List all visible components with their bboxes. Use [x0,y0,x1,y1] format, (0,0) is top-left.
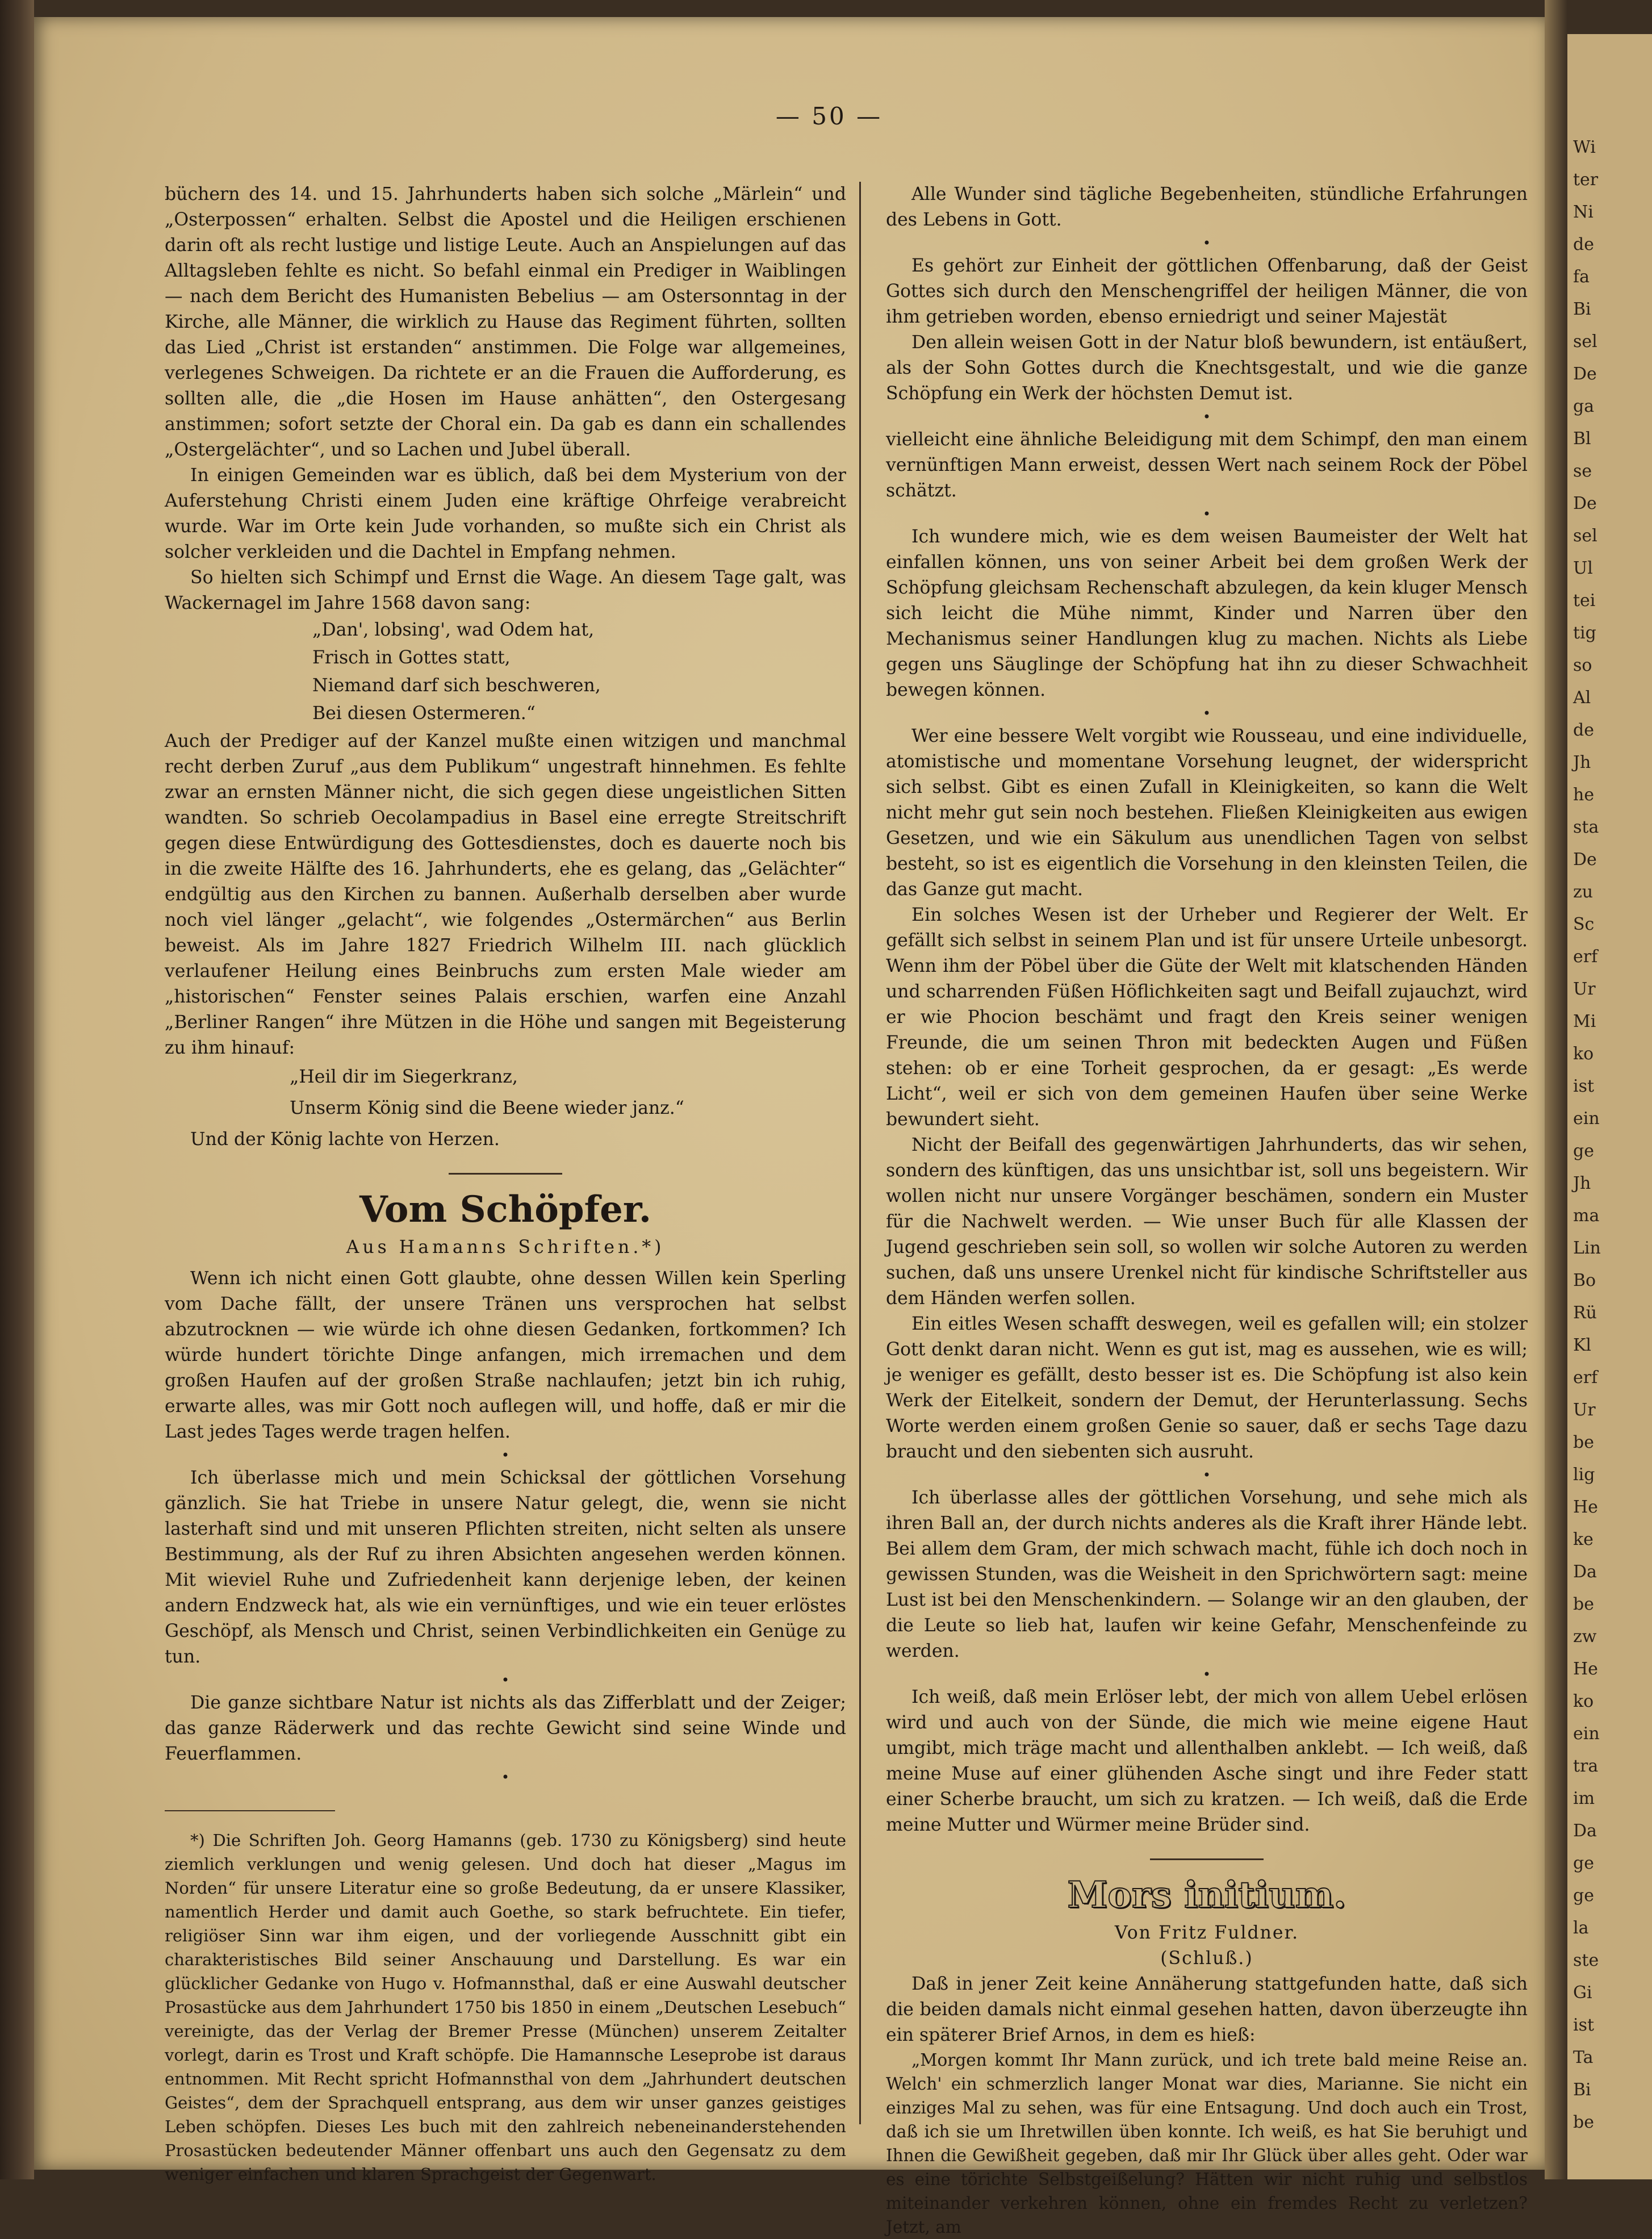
next-page-fragment: Ta [1573,2048,1594,2067]
next-page-fragment: ko [1573,1691,1594,1711]
article-paragraph: Ich weiß, daß mein Erlöser lebt, der mich von allem Uebel erlösen wird und auch von der Sünde, die mich wie meine eigene Haut umgibt, mich träge macht und allenthalben anklebt. — Ich weiß, daß meine Muse auf einer glühenden Asche singt und ihre Feder statt einer Scherbe braucht, um sich zu kratzen. — Ich weiß, daß die Erde meine Mutter und Würmer meine Brüder sind. [886,1687,1528,1835]
next-page-fragment: Wi [1573,137,1596,157]
next-page-fragment: be [1573,1432,1594,1452]
next-page-fragment: Rü [1573,1303,1597,1323]
next-page-fragment: Ni [1573,202,1594,222]
right-column [886,182,1528,2239]
footnote-divider [165,1810,335,1811]
bullet-separator: • [1202,1666,1211,1682]
article-paragraph: Und der König lachte von Herzen. [190,1129,500,1150]
article-paragraph: Die ganze sichtbare Natur ist nichts als das Zifferblatt und der Zeiger; das ganze Räderwerk und das rechte Gewicht sind seine Winde und Feuerflammen. [165,1693,846,1764]
next-page-fragment: la [1573,1918,1589,1938]
article-paragraph: In einigen Gemeinden war es üblich, daß bei dem Mysterium von der Auferstehung Christi einem Juden eine kräftige Ohrfeige verabreicht wurde. War im Orte kein Jude vorhanden, so mußte sich ein Christ als solcher verkleiden und die Dachtel in Empfang nehmen. [165,465,846,562]
next-page-fragment: Da [1573,1562,1597,1582]
next-page-fragment: De [1573,494,1597,513]
next-page-fragment: Sc [1573,914,1595,934]
article-paragraph: Wenn ich nicht einen Gott glaubte, ohne dessen Willen kein Sperling vom Dache fällt, der unsere Tränen uns versprochen hat selbst abzutrocknen — wie würde ich ohne diesen Gedanken, fortkommen? Ich würde hundert törichte Dinge anfangen, mich irremachen und dem großen Haufen auf der großen Straße nachlaufen; jetzt bin ich ruhig, erwarte alles, was mir Gott noch auflegen will, und hoffe, daß er mir die Last jedes Tages werde tragen helfen. [165,1268,846,1442]
next-page-fragment: De [1573,850,1597,870]
bullet-separator: • [1202,705,1211,721]
next-page-fragment: im [1573,1789,1595,1808]
next-page-fragment: de [1573,720,1594,740]
next-page-fragment: ge [1573,1141,1594,1161]
next-page-fragment: lig [1573,1465,1595,1485]
verse-line: „Dan', lobsing', wad Odem hat, [312,620,595,640]
next-page-fragment: tei [1573,591,1596,611]
footnote: *) Die Schriften Joh. Georg Hamanns (geb. 1730 zu Königsberg) sind heute ziemlich verklungen und wenig gelesen. Und doch hat dieser „Magus im Norden“ für unsere Literatur eine so große Bedeutung, da er unsere Klassiker, namentlich Herder und damit auch Goethe, so stark befruchtete. Ein tiefer, religiöser Sinn war ihm eigen, und der vorliegende Ausschnitt gibt ein charakteristisches Bild seiner Anschauung und Darstellung. Es war ein glücklicher Gedanke von Hugo v. Hofmannsthal, daß er eine Auswahl deutscher Prosastücke aus dem Jahrhundert 1750 bis 1850 in einem „Deutschen Lesebuch“ vereinigte, das der Verlag der Bremer Presse (München) unserem Zeitalter vorlegt, darin es Trost und Kraft schöpfe. Die Hamannsche Leseprobe ist daraus entnommen. Mit Recht spricht Hofmannsthal von dem „Jahrhundert deutschen Geistes“, dem der Sprachquell entsprang, aus dem wir unser ganzes geistiges Leben schöpfen. Dieses Les buch mit den zahlreich nebeneinanderstehenden Prosastücken bedeutender Männer offenbart uns auch den Gegensatz zu dem weniger einfachen und klaren Sprachgeist der Gegenwart. [165,1831,846,2184]
verse-line: „Heil dir im Siegerkranz, [290,1067,518,1087]
article-headline: Vom Schöpfer. [359,1188,651,1231]
article-paragraph: Ich überlasse alles der göttlichen Vorsehung, und sehe mich als ihren Ball an, der durch nichts anderes als die Kraft ihrer Hände lebt. Bei allem dem Gram, der mich schwach macht, fühle ich doch noch in gewissen Stunden, was die Weisheit in den Sprichwörtern sagt: meine Lust ist bei den Menschenkindern. — Solange wir an den glauben, der die Leute so lieb hat, laufen wir keine Gefahr, Menschenfeinde zu werden. [886,1488,1528,1661]
next-page-fragment: Jh [1573,753,1591,772]
verse-line: Frisch in Gottes statt, [312,648,511,668]
section-divider [1150,1858,1264,1860]
bullet-separator: • [1202,409,1211,425]
next-page-fragment: sel [1573,526,1597,546]
verse-line: Unserm König sind die Beene wieder janz.“ [290,1098,684,1118]
article-paragraph: „Morgen kommt Ihr Mann zurück, und ich trete bald meine Reise an. Welch' ein schmerzlich langer Monat war dies, Marianne. Sie nicht ein einziges Mal zu sehen, was für eine Entsagung. Und doch auch ein Trost, daß ich sie um Ihretwillen üben konnte. Ich weiß, es hat Sie beruhigt und Ihnen die Gewißheit gegeben, daß mir Ihr Glück über alles geht. Oder war es eine törichte Selbstgeißelung? Hätten wir nicht ruhig und selbstlos miteinander verkehren können, ohne ein fremdes Recht zu verletzen? Jetzt, am [886,2050,1528,2237]
next-page-fragment: sel [1573,332,1597,352]
article-paragraph: Ich überlasse mich und mein Schicksal der göttlichen Vorsehung gänzlich. Sie hat Triebe in unsere Natur gelegt, die, wenn sie nicht lasterhaft sind und mit unseren Pflichten streiten, nicht selten als unsere Bestimmung, als der Ruf zu ihren Absichten angesehen werden können. Mit wieviel Ruhe und Zufriedenheit kann derjenige leben, der keinen andern Endzweck hat, als wie ein vernünftiges, und wie ein teuer erlöstes Geschöpf, als Mensch und Christ, seinen Verbindlichkeiten ein Genüge zu tun. [165,1468,846,1667]
next-page-fragment: ge [1573,1853,1594,1873]
section-divider [449,1173,562,1175]
next-page-fragment: he [1573,785,1595,805]
next-page-fragment: tra [1573,1756,1599,1776]
bullet-separator: • [1202,235,1211,251]
next-page-fragment: erf [1573,1368,1598,1388]
next-page-fragment: Gi [1573,1983,1592,2003]
next-page-fragment: ga [1573,396,1595,416]
next-page-fragment: so [1573,655,1592,675]
next-page-fragment: ke [1573,1530,1594,1549]
page-gutter [1545,0,1567,2179]
article-paragraph: Wer eine bessere Welt vorgibt wie Rousseau, und eine individuelle, atomistische und momentane Vorsehung leugnet, der widerspricht sich selbst. Gibt es einen Zufall in Kleinigkeiten, so kann die Welt nicht mehr gut sein noch bestehen. Fließen Kleinigkeiten aus ewigen Gesetzen, und wie ein Säkulum aus unendlichen Tagen von selbst besteht, so ist es eigentlich die Vorsehung in den kleinsten Teilen, die das Ganze gut macht. [886,726,1528,900]
article-paragraph: Es gehört zur Einheit der göttlichen Offenbarung, daß der Geist Gottes sich durch den Menschengriffel der heiligen Männer, die von ihm getrieben worden, ebenso erniedrigt und seiner Majestät [886,256,1528,327]
bullet-separator: • [1202,1467,1211,1483]
next-page-fragment: Kl [1573,1335,1592,1355]
article-paragraph: Ein solches Wesen ist der Urheber und Regierer der Welt. Er gefällt sich selbst in seinem Plan und ist für unsere Urteile unbesorgt. Wenn ihm der Pöbel über die Güte der Welt mit klatschenden Händen und scharrenden Füßen Höflichkeiten sagt und Beifall zujauchzt, wird er wie Phocion beschämt und fragt den Kreis seiner wenigen Freunde, die um seinen Thron mit bedeckten Augen und Füßen stehen: ob er eine Torheit gesprochen, da er gesagt: „Es werde Licht“, weil er sich von dem gemeinen Haufen über seine Werke bewundert sieht. [886,905,1528,1130]
adjacent-page-edge [1567,34,1652,2179]
article-paragraph: Alle Wunder sind tägliche Begebenheiten, stündliche Erfahrungen des Lebens in Gott. [886,184,1528,230]
article-byline: Von Fritz Fuldner. [1114,1923,1299,1943]
next-page-fragment: erf [1573,947,1598,967]
article-paragraph: Auch der Prediger auf der Kanzel mußte einen witzigen und manchmal recht derben Zuruf „aus dem Publikum“ ungestraft hinnehmen. Es fehlte zwar an ernsten Männer nicht, die sich gegen diese ungeistlichen Sitten wandten. So schrieb Oecolampadius in Basel eine erregte Streitschrift gegen diese Entwürdigung des Gottesdienstes, doch es dauerte noch bis in die zweite Hälfte des 16. Jahrhunderts, ehe es gelang, das „Gelächter“ endgültig aus den Kirchen zu bannen. Außerhalb derselben aber wurde noch viel länger „gelacht“, wie folgendes „Ostermärchen“ aus Berlin beweist. Als im Jahre 1827 Friedrich Wilhelm III. nach glücklich verlaufener Heilung eines Beinbruchs zum ersten Male wieder am „historischen“ Fenster seines Palais erschien, warfen eine Anzahl „Berliner Rangen“ ihre Mützen in die Höhe und sangen mit Begeisterung zu ihm hinauf: [165,731,846,1058]
next-page-fragment: Ul [1573,558,1593,578]
next-page-fragment: ko [1573,1044,1594,1064]
next-page-fragment: He [1573,1659,1598,1679]
next-page-fragment: De [1573,364,1597,384]
bullet-separator: • [501,1769,510,1785]
article-headline: Mors initium. [1067,1874,1346,1916]
verse-line: Bei diesen Ostermeren.“ [312,703,536,724]
page-number: — 50 — [775,102,883,130]
next-page-fragment: be [1573,1594,1594,1614]
next-page-fragment: ein [1573,1109,1600,1129]
next-page-fragment: sta [1573,817,1599,837]
verse-block [165,617,846,726]
next-page-fragment: Ur [1573,1400,1596,1420]
next-page-fragment: de [1573,235,1594,254]
next-page-fragment: ist [1573,1076,1595,1096]
article-paragraph: Ein eitles Wesen schafft deswegen, weil es gefallen will; ein stolzer Gott denkt daran nicht. Wenn es gut ist, mag es aussehen, wie es will; je weniger es gefällt, desto besser ist es. Die Schöpfung ist also kein Werk der Eitelkeit, sondern der Demut, der Herunterlassung. Sechs Worte werden einem großen Genie so sauer, daß er sechs Tage dazu braucht und den siebenten sich ausruht. [886,1314,1528,1462]
next-page-fragment: Bi [1573,2080,1591,2100]
next-page-fragment: Bi [1573,299,1591,319]
verse-line: Niemand darf sich beschweren, [312,675,601,696]
book-binding [0,0,34,2179]
article-paragraph: Daß in jener Zeit keine Annäherung stattgefunden hatte, daß sich die beiden damals nicht einmal gesehen hatten, davon überzeugte ihn ein späterer Brief Arnos, in dem es hieß: [886,1974,1528,2045]
article-paragraph: So hielten sich Schimpf und Ernst die Wage. An diesem Tage galt, was Wackernagel im Jahre 1568 davon sang: [165,567,846,613]
continuation-note: (Schluß.) [1160,1948,1253,1969]
next-page-fragment: Al [1573,688,1591,708]
next-page-fragment: He [1573,1497,1598,1517]
next-page-fragment: Bl [1573,429,1591,449]
next-page-fragment: Mi [1573,1012,1596,1031]
article-subhead: Aus Hamanns Schriften.*) [346,1237,665,1258]
next-page-fragment: tig [1573,623,1596,643]
next-page-fragment: ist [1573,2015,1595,2035]
next-page-fragment: ein [1573,1724,1600,1744]
article-paragraph: Den allein weisen Gott in der Natur bloß bewundern, ist entäußert, als der Sohn Gottes durch die Knechtsgestalt, und wie die ganze Schöpfung ein Werk der höchsten Demut ist. [886,332,1528,404]
left-column [165,182,846,2186]
next-page-fragment: zw [1573,1627,1597,1647]
next-page-fragment: ma [1573,1206,1600,1226]
article-paragraph: büchern des 14. und 15. Jahrhunderts haben sich solche „Märlein“ und „Osterpossen“ erhalten. Selbst die Apostel und die Heiligen erschienen darin oft als recht lustige und listige Leute. Auch an Anspielungen auf das Alltagsleben fehlte es nicht. So befahl einmal ein Prediger in Waiblingen — nach dem Bericht des Humanisten Bebelius — am Ostersonntag in der Kirche, alle Männer, die wirklich zu Hause das Regiment führten, sollten das Lied „Christ ist erstanden“ anstimmen. Die Folge war allgemeines, verlegenes Schweigen. Da richtete er an die Frauen die Aufforderung, es sollten alle, die „die Hosen im Hause anhätten“, den Ostergesang anstimmen; sofort setzte der Choral ein. Da gab es dann ein schallendes „Ostergelächter“, und so Lachen und Jubel überall. [165,184,846,460]
next-page-fragment: Ur [1573,979,1596,999]
bullet-separator: • [501,1672,510,1688]
verse-block [165,1064,846,1121]
bullet-separator: • [501,1447,510,1463]
next-page-fragment: Da [1573,1821,1597,1841]
next-page-fragment: fa [1573,267,1590,287]
next-page-fragment: ter [1573,170,1599,190]
column-rule [859,182,861,2124]
next-page-fragment: Bo [1573,1271,1596,1290]
next-page-fragment: Lin [1573,1238,1601,1258]
next-page-fragment: ste [1573,1950,1599,1970]
newspaper-page [34,17,1545,2237]
next-page-fragment: be [1573,2112,1594,2132]
article-paragraph: vielleicht eine ähnliche Beleidigung mit dem Schimpf, den man einem vernünftigen Mann erweist, dessen Wert nach seinem Rock der Pöbel schätzt. [886,429,1528,501]
bullet-separator: • [1202,506,1211,522]
next-page-fragment: ge [1573,1886,1594,1906]
article-paragraph: Ich wundere mich, wie es dem weisen Baumeister der Welt hat einfallen können, uns von seiner Arbeit bei dem großen Werk der Schöpfung gleichsam Rechenschaft abzulegen, da kein kluger Mensch sich leicht die Mühe nimmt, Kinder und Narren über den Mechanismus seiner Handlungen klug zu machen. Nichts als Liebe gegen uns Säuglinge der Schöpfung hat ihn zu dieser Schwachheit bewegen können. [886,527,1528,700]
next-page-fragment: se [1573,461,1592,481]
next-page-fragment: Jh [1573,1173,1591,1193]
article-paragraph: Nicht der Beifall des gegenwärtigen Jahrhunderts, das wir sehen, sondern des künftigen, das uns unsichtbar ist, soll uns begeistern. Wir wollen nicht nur unsere Vorgänger beschämen, sondern ein Muster für die Nachwelt werden. — Wie unser Buch für alle Klassen der Jugend geschrieben sein soll, so wollen wir solche Autoren zu werden suchen, daß uns unsere Urenkel nicht für kindische Schriftsteller aus dem Händen werfen sollen. [886,1135,1528,1309]
next-page-fragment: zu [1573,882,1594,902]
